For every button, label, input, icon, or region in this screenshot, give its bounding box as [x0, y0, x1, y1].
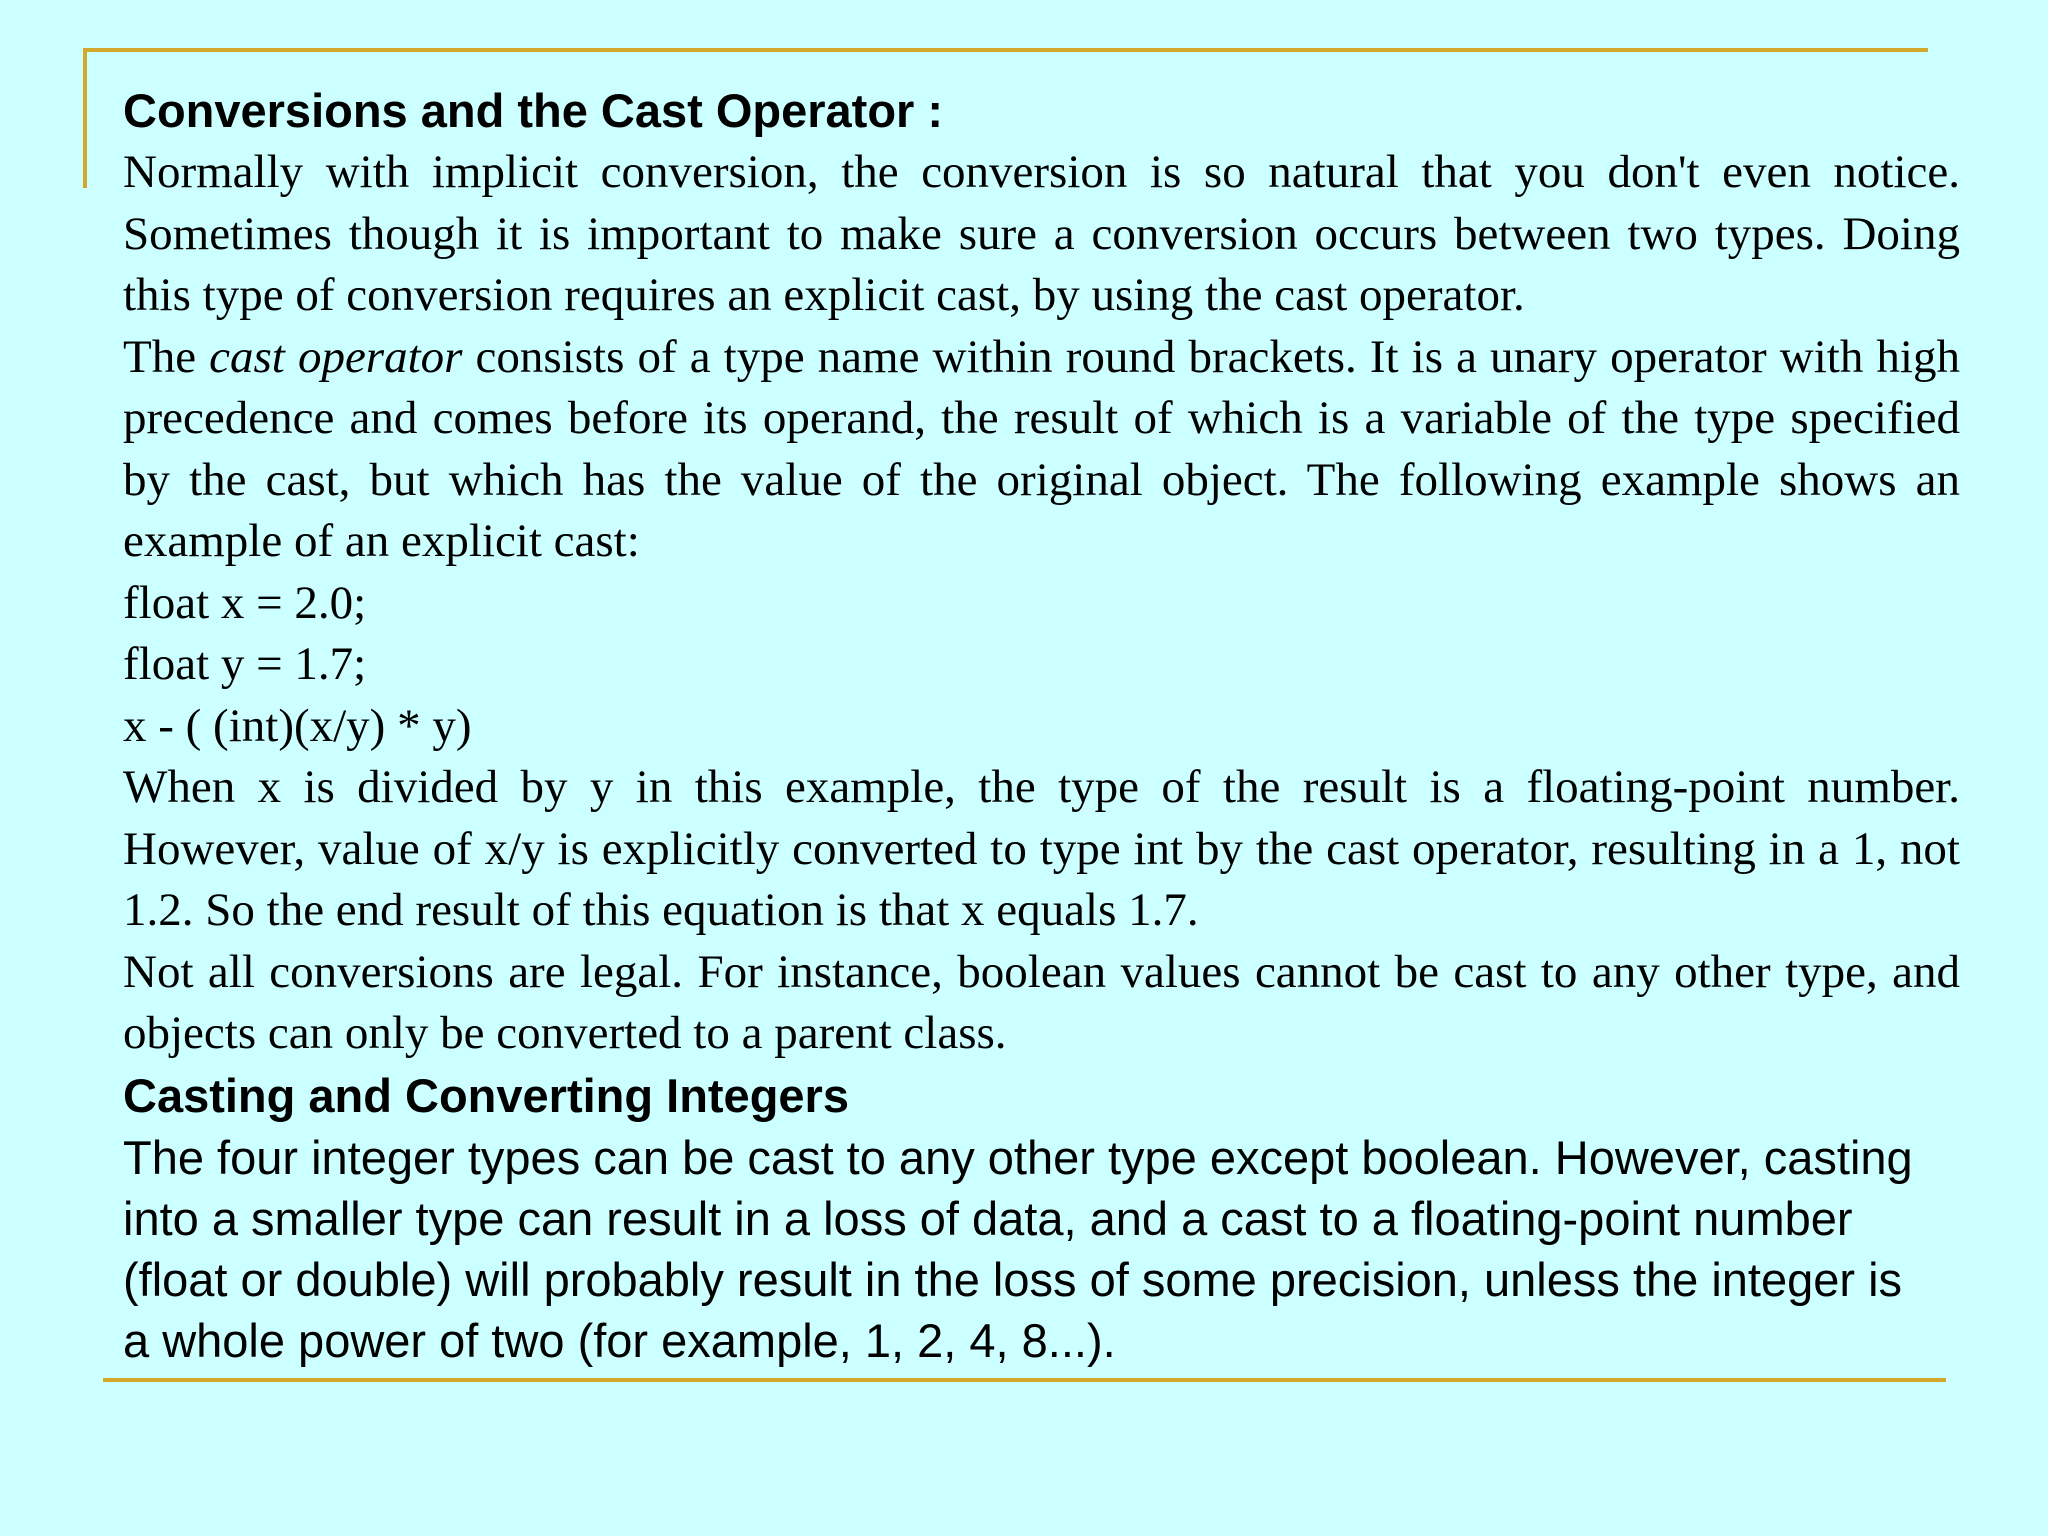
slide-content	[123, 80, 1960, 1371]
bottom-border-rule	[103, 1378, 1946, 1382]
code-example	[123, 573, 1960, 758]
section-heading-conversions: Conversions and the Cast Operator :	[123, 84, 944, 137]
code-line: x - ( (int)(x/y) * y)	[123, 699, 472, 752]
code-line: float x = 2.0;	[123, 576, 367, 629]
code-line: float y = 1.7;	[123, 638, 367, 690]
paragraph-cast-operator-body: consists of a type name within round brackets. It is a unary operator with high precedence and comes before its operand, the result of which is a variable of the type specified by the cast, but which has the value of the original object. The following example shows an example of an explicit cast:	[123, 330, 1960, 567]
paragraph-integer-casting: The four integer types can be cast to any other type except boolean. However, casting into a smaller type can result in a loss of data, and a cast to a floating-point number (float or double) will probably result in the loss of some precision, unless the integer is a whole power of two (for example, 1, 2, 4, 8...).	[123, 1130, 1913, 1367]
cast-operator-term: cast operator	[209, 330, 463, 383]
paragraph-cast-operator	[123, 327, 1960, 573]
section-heading-integers: Casting and Converting Integers	[123, 1068, 849, 1122]
paragraph-division-result: When x is divided by y in this example, the type of the result is a floating-point number. However, value of x/y is explicitly converted to type int by the cast operator, resulting in a 1, not 1.2. So the end result of this equation is that x equals 1.7.	[123, 761, 1960, 936]
left-border-rule	[83, 48, 87, 188]
paragraph-legal-conversions: Not all conversions are legal. For instance, boolean values cannot be cast to any other type, and objects can only be converted to a parent class.	[123, 945, 1960, 1059]
paragraph-cast-operator-lead: The	[123, 330, 210, 383]
top-border-rule	[83, 48, 1928, 52]
paragraph-implicit-conversion: Normally with implicit conversion, the conversion is so natural that you don't even notice. Sometimes though it is important to make sure a conversion occurs between two types. Doing this type of conversion requires an explicit cast, by using the cast operator.	[123, 146, 1960, 321]
